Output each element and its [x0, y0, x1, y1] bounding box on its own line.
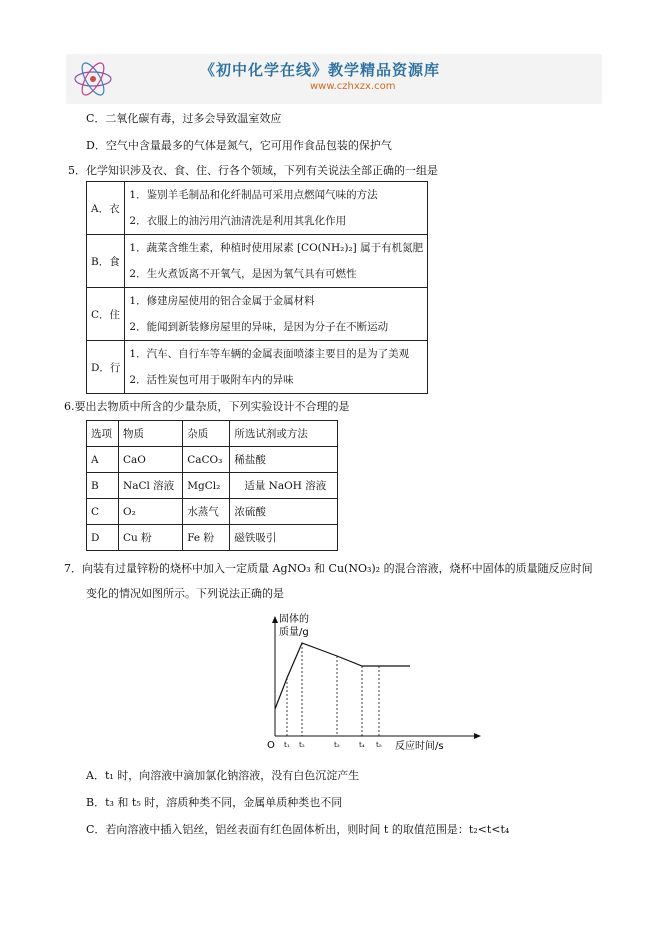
q6-header: 选项: [87, 421, 119, 447]
q5-item: 2．活性炭包可用于吸附车内的异味: [129, 374, 294, 386]
tick-label: t₁: [284, 741, 290, 749]
q6-cell: C: [87, 499, 119, 525]
q5-row: [87, 235, 428, 288]
q5-item: 1．鉴别羊毛制品和化纤制品可采用点燃闻气味的方法: [129, 189, 378, 201]
y-label-line2: 质量/g: [279, 627, 309, 638]
q6-cell: Cu 粉: [119, 525, 183, 551]
q5-item: 1．修建房屋使用的铝合金属于金属材料: [129, 295, 315, 307]
y-axis-arrow-icon: [272, 616, 278, 623]
origin-label: O: [267, 740, 275, 751]
q6-header: 物质: [119, 421, 183, 447]
q6-header-row: [87, 421, 338, 447]
x-axis-arrow-icon: [474, 733, 481, 739]
q6-cell: 磁铁吸引: [230, 525, 338, 551]
q5-item: 1．汽车、自行车等车辆的金属表面喷漆主要目的是为了美观: [129, 348, 410, 360]
q6-cell: CaCO₃: [183, 447, 230, 473]
q5-item: 2．衣服上的油污用汽油清洗是利用其乳化作用: [129, 215, 347, 227]
q6-cell: MgCl₂: [183, 473, 230, 499]
q5-item: 2．生火煮饭离不开氧气，是因为氧气具有可燃性: [129, 268, 357, 280]
atom-logo-icon: [70, 56, 116, 102]
header-url: www.czhxzx.com: [310, 81, 396, 92]
q5-category: C．住: [87, 288, 125, 341]
q6-cell: D: [87, 525, 119, 551]
q6-row: [87, 473, 338, 499]
tick-label: t₄: [359, 741, 365, 749]
y-label-line1: 固体的: [279, 614, 309, 625]
header-title: 《初中化学在线》教学精品资源库: [200, 61, 441, 79]
q6-cell: O₂: [119, 499, 183, 525]
q6-row: [87, 447, 338, 473]
q4-option-c: C．二氧化碳有毒，过多会导致温室效应: [86, 112, 282, 125]
q6-table: [86, 420, 338, 551]
q6-cell: B: [87, 473, 119, 499]
q7-stem-line2: 变化的情况如图所示。下列说法正确的是: [86, 587, 284, 600]
mass-curve: [275, 643, 410, 709]
q6-cell: NaCl 溶液: [119, 473, 183, 499]
tick-label: t₅: [376, 741, 382, 749]
q6-cell: CaO: [119, 447, 183, 473]
q6-cell: A: [87, 447, 119, 473]
q6-row: [87, 499, 338, 525]
x-label: 反应时间/s: [395, 741, 444, 752]
q5-stem: 5．化学知识涉及衣、食、住、行各个领域，下列有关说法全部正确的一组是: [68, 164, 438, 177]
q5-category: B．食: [87, 235, 125, 288]
q5-table: [86, 181, 428, 394]
q7-option-a: A．t₁ 时，向溶液中滴加氯化钠溶液，没有白色沉淀产生: [86, 769, 360, 782]
q5-row: [87, 182, 428, 235]
q6-header: 杂质: [183, 421, 230, 447]
q6-cell: 水蒸气: [183, 499, 230, 525]
q6-cell: 适量 NaOH 溶液: [230, 473, 338, 499]
q6-cell: 稀盐酸: [230, 447, 338, 473]
q6-stem: 6.要出去物质中所含的少量杂质，下列实验设计不合理的是: [64, 400, 350, 413]
q7-option-c: C．若向溶液中插入铝丝，铝丝表面有红色固体析出，则时间 t 的取值范围是：t₂<t<t₄: [86, 823, 510, 836]
tick-label: t₃: [334, 741, 340, 749]
q5-row: [87, 288, 428, 341]
q7-option-b: B．t₃ 和 t₅ 时，溶质种类不同，金属单质种类也不同: [86, 796, 343, 809]
mass-time-graph: [255, 610, 485, 755]
q7-stem-line1: 7．向装有过量锌粉的烧杯中加入一定质量 AgNO₃ 和 Cu(NO₃)₂ 的混合溶液，烧杯中固体的质量随反应时间: [64, 562, 593, 575]
q5-item: 2．能闻到新装修房屋里的异味，是因为分子在不断运动: [129, 321, 389, 333]
q6-cell: 浓硫酸: [230, 499, 338, 525]
q5-item: 1．蔬菜含维生素，种植时使用尿素 [CO(NH₂)₂] 属于有机氮肥: [129, 242, 424, 254]
tick-label: t₂: [299, 741, 305, 749]
q5-row: [87, 341, 428, 394]
q6-header: 所选试剂或方法: [230, 421, 338, 447]
q6-row: [87, 525, 338, 551]
q4-option-d: D．空气中含量最多的气体是氮气，它可用作食品包装的保护气: [86, 139, 392, 152]
q6-cell: Fe 粉: [183, 525, 230, 551]
q5-category: D．行: [87, 341, 125, 394]
q5-category: A．衣: [87, 182, 125, 235]
